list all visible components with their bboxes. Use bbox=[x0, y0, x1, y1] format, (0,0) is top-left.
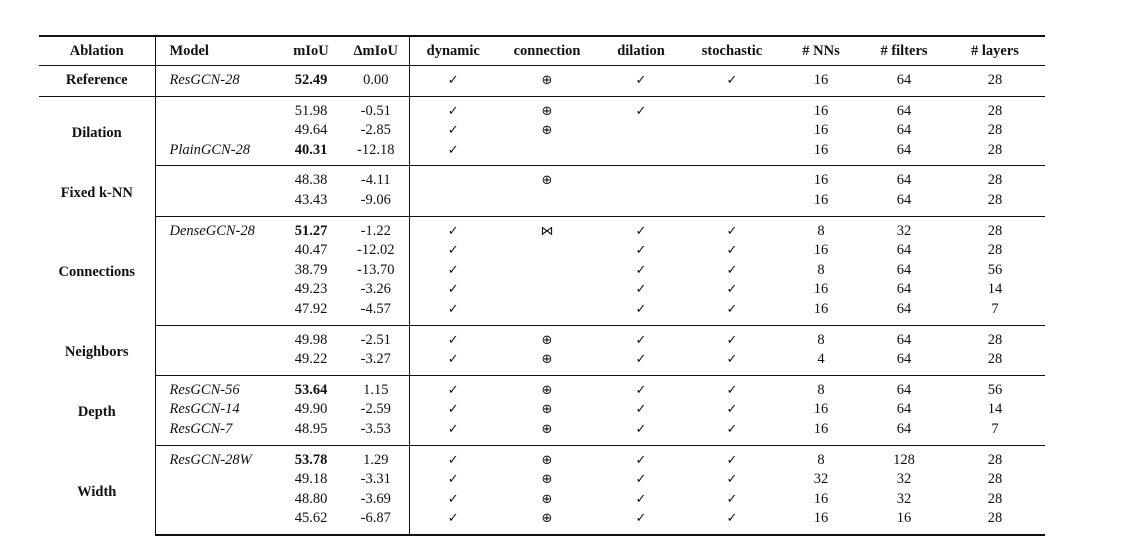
header-connection: connection bbox=[497, 36, 597, 66]
nns-cell: 16 bbox=[779, 509, 863, 535]
dilation-cell: ✓ bbox=[635, 243, 647, 259]
connection-cell: ⊕ bbox=[497, 66, 597, 97]
miou-cell: 49.23 bbox=[294, 281, 328, 298]
dynamic-cell: ✓ bbox=[447, 332, 459, 348]
dmiou-cell: -0.51 bbox=[343, 96, 409, 121]
dmiou-cell: -13.70 bbox=[343, 261, 409, 281]
header-dilation: dilation bbox=[597, 36, 685, 66]
model-cell bbox=[155, 300, 279, 325]
connection-cell: ⊕ bbox=[541, 472, 553, 488]
ablation-label: Width bbox=[39, 445, 155, 535]
miou-cell: 49.22 bbox=[279, 350, 343, 375]
table-row bbox=[39, 445, 1045, 470]
miou-cell: 48.38 bbox=[294, 172, 328, 189]
dynamic-cell: ✓ bbox=[409, 141, 497, 166]
model-cell: ResGCN-56 bbox=[169, 381, 240, 398]
connection-cell: ⊕ bbox=[541, 123, 553, 139]
filters-cell: 64 bbox=[863, 66, 945, 97]
table-row bbox=[39, 325, 1045, 350]
miou-cell: 49.98 bbox=[294, 331, 328, 348]
nns-cell: 8 bbox=[817, 381, 825, 398]
table-row bbox=[39, 121, 1045, 141]
table-row bbox=[39, 375, 1045, 400]
model-cell bbox=[155, 280, 279, 300]
dynamic-cell bbox=[409, 191, 497, 216]
model-cell bbox=[155, 96, 279, 121]
table-row bbox=[39, 216, 1045, 241]
stochastic-cell bbox=[685, 96, 779, 121]
model-cell bbox=[155, 325, 279, 350]
dilation-cell: ✓ bbox=[635, 332, 647, 348]
table-row bbox=[39, 350, 1045, 375]
nns-cell: 16 bbox=[779, 191, 863, 216]
layers-cell: 28 bbox=[945, 191, 1045, 216]
layers-cell: 7 bbox=[945, 420, 1045, 445]
connection-cell: ⊕ bbox=[541, 332, 553, 348]
stochastic-cell: ✓ bbox=[726, 223, 738, 239]
dilation-cell: ✓ bbox=[597, 509, 685, 535]
dynamic-cell: ✓ bbox=[447, 472, 459, 488]
dynamic-cell: ✓ bbox=[447, 123, 459, 139]
dynamic-cell bbox=[409, 166, 497, 191]
connection-cell: ⊕ bbox=[497, 509, 597, 535]
dmiou-cell: -4.57 bbox=[343, 300, 409, 325]
miou-cell: 47.92 bbox=[279, 300, 343, 325]
miou-cell: 43.43 bbox=[279, 191, 343, 216]
model-cell bbox=[155, 191, 279, 216]
ablation-table-container bbox=[39, 35, 1045, 536]
filters-cell: 64 bbox=[863, 350, 945, 375]
layers-cell: 28 bbox=[945, 66, 1045, 97]
miou-cell: 51.27 bbox=[294, 222, 328, 239]
miou-cell: 49.64 bbox=[294, 122, 328, 139]
layers-cell: 28 bbox=[987, 172, 1003, 189]
ablation-label: Connections bbox=[39, 216, 155, 325]
connection-cell: ⊕ bbox=[541, 452, 553, 468]
miou-cell: 52.49 bbox=[279, 66, 343, 97]
dilation-cell: ✓ bbox=[635, 472, 647, 488]
layers-cell: 56 bbox=[987, 381, 1003, 398]
miou-cell: 38.79 bbox=[294, 261, 328, 278]
dmiou-cell: 1.29 bbox=[343, 445, 409, 470]
filters-cell: 64 bbox=[863, 191, 945, 216]
nns-cell: 8 bbox=[817, 331, 825, 348]
nns-cell: 16 bbox=[813, 172, 829, 189]
dilation-cell: ✓ bbox=[635, 491, 647, 507]
model-cell bbox=[155, 490, 279, 510]
connection-cell bbox=[497, 241, 597, 261]
ablation-label: Fixed k-NN bbox=[39, 166, 155, 216]
dmiou-cell: -1.22 bbox=[343, 216, 409, 241]
dilation-cell: ✓ bbox=[635, 452, 647, 468]
header-row bbox=[39, 36, 1045, 66]
stochastic-cell: ✓ bbox=[726, 382, 738, 398]
connection-cell bbox=[497, 300, 597, 325]
dilation-cell: ✓ bbox=[597, 66, 685, 97]
model-cell: ResGCN-28 bbox=[155, 66, 279, 97]
dynamic-cell: ✓ bbox=[447, 243, 459, 259]
nns-cell: 16 bbox=[813, 102, 829, 119]
ablation-label: Neighbors bbox=[39, 325, 155, 375]
table-row bbox=[39, 420, 1045, 445]
nns-cell: 16 bbox=[813, 242, 829, 259]
connection-cell: ⊕ bbox=[541, 402, 553, 418]
connection-cell: ⋈ bbox=[540, 223, 554, 239]
stochastic-cell: ✓ bbox=[685, 420, 779, 445]
ablation-table bbox=[39, 35, 1045, 536]
dynamic-cell: ✓ bbox=[447, 282, 459, 298]
header-miou: mIoU bbox=[279, 36, 343, 66]
filters-cell: 64 bbox=[863, 141, 945, 166]
model-cell bbox=[155, 241, 279, 261]
dmiou-cell: -3.69 bbox=[343, 490, 409, 510]
table-row bbox=[39, 66, 1045, 97]
header-delta-miou: ΔmIoU bbox=[343, 36, 409, 66]
dilation-cell: ✓ bbox=[635, 282, 647, 298]
connection-cell: ⊕ bbox=[541, 173, 553, 189]
stochastic-cell: ✓ bbox=[685, 300, 779, 325]
ablation-label: Depth bbox=[39, 375, 155, 445]
dynamic-cell: ✓ bbox=[409, 300, 497, 325]
connection-cell bbox=[497, 280, 597, 300]
nns-cell: 16 bbox=[813, 122, 829, 139]
header-stochastic: stochastic bbox=[685, 36, 779, 66]
layers-cell: 28 bbox=[987, 471, 1003, 488]
stochastic-cell: ✓ bbox=[726, 262, 738, 278]
dilation-cell: ✓ bbox=[635, 103, 647, 119]
table-row bbox=[39, 280, 1045, 300]
filters-cell: 64 bbox=[863, 420, 945, 445]
dynamic-cell: ✓ bbox=[447, 223, 459, 239]
nns-cell: 32 bbox=[813, 471, 829, 488]
dmiou-cell: -6.87 bbox=[343, 509, 409, 535]
layers-cell: 28 bbox=[987, 242, 1003, 259]
dmiou-cell: 1.15 bbox=[343, 375, 409, 400]
dmiou-cell: -2.85 bbox=[343, 121, 409, 141]
dmiou-cell: -2.59 bbox=[343, 400, 409, 420]
nns-cell: 8 bbox=[817, 451, 825, 468]
header-nns: # NNs bbox=[779, 36, 863, 66]
stochastic-cell: ✓ bbox=[726, 332, 738, 348]
ablation-label: Dilation bbox=[39, 96, 155, 166]
layers-cell: 14 bbox=[987, 401, 1003, 418]
dmiou-cell: -9.06 bbox=[343, 191, 409, 216]
model-cell bbox=[155, 470, 279, 490]
dilation-cell bbox=[597, 141, 685, 166]
dynamic-cell: ✓ bbox=[447, 103, 459, 119]
model-cell: PlainGCN-28 bbox=[155, 141, 279, 166]
dmiou-cell: -3.31 bbox=[343, 470, 409, 490]
model-cell bbox=[155, 166, 279, 191]
miou-cell: 48.95 bbox=[279, 420, 343, 445]
dmiou-cell: -2.51 bbox=[343, 325, 409, 350]
miou-cell: 40.31 bbox=[279, 141, 343, 166]
model-cell: DenseGCN-28 bbox=[169, 222, 255, 239]
connection-cell bbox=[497, 261, 597, 281]
miou-cell: 48.80 bbox=[294, 490, 328, 507]
layers-cell: 28 bbox=[987, 451, 1003, 468]
nns-cell: 16 bbox=[779, 420, 863, 445]
miou-cell: 53.78 bbox=[294, 451, 328, 468]
filters-cell: 32 bbox=[896, 222, 912, 239]
stochastic-cell: ✓ bbox=[726, 243, 738, 259]
dmiou-cell: -3.53 bbox=[343, 420, 409, 445]
dmiou-cell: -3.27 bbox=[343, 350, 409, 375]
model-cell bbox=[155, 350, 279, 375]
model-cell bbox=[155, 261, 279, 281]
table-row bbox=[39, 300, 1045, 325]
stochastic-cell: ✓ bbox=[726, 282, 738, 298]
filters-cell: 64 bbox=[896, 261, 912, 278]
connection-cell: ⊕ bbox=[541, 103, 553, 119]
nns-cell: 8 bbox=[817, 222, 825, 239]
table-header bbox=[39, 36, 1045, 66]
layers-cell: 28 bbox=[987, 490, 1003, 507]
table-row bbox=[39, 470, 1045, 490]
filters-cell: 64 bbox=[896, 242, 912, 259]
miou-cell: 49.90 bbox=[294, 401, 328, 418]
dilation-cell: ✓ bbox=[635, 382, 647, 398]
miou-cell: 51.98 bbox=[294, 102, 328, 119]
nns-cell: 16 bbox=[813, 281, 829, 298]
nns-cell: 16 bbox=[813, 490, 829, 507]
layers-cell: 28 bbox=[945, 350, 1045, 375]
dynamic-cell: ✓ bbox=[447, 382, 459, 398]
filters-cell: 32 bbox=[896, 490, 912, 507]
nns-cell: 16 bbox=[779, 141, 863, 166]
dynamic-cell: ✓ bbox=[409, 66, 497, 97]
dmiou-cell: -12.02 bbox=[343, 241, 409, 261]
miou-cell: 40.47 bbox=[294, 242, 328, 259]
stochastic-cell: ✓ bbox=[726, 472, 738, 488]
nns-cell: 16 bbox=[779, 66, 863, 97]
table-row bbox=[39, 96, 1045, 121]
connection-cell: ⊕ bbox=[497, 350, 597, 375]
table-row bbox=[39, 141, 1045, 166]
table-body bbox=[39, 66, 1045, 535]
dilation-cell bbox=[597, 191, 685, 216]
header-dynamic: dynamic bbox=[409, 36, 497, 66]
model-cell: ResGCN-14 bbox=[169, 401, 240, 418]
connection-cell: ⊕ bbox=[497, 420, 597, 445]
dilation-cell: ✓ bbox=[635, 223, 647, 239]
nns-cell: 16 bbox=[779, 300, 863, 325]
stochastic-cell: ✓ bbox=[685, 66, 779, 97]
header-ablation: Ablation bbox=[39, 36, 155, 66]
table-row bbox=[39, 191, 1045, 216]
connection-cell bbox=[497, 141, 597, 166]
dilation-cell: ✓ bbox=[635, 402, 647, 418]
connection-cell: ⊕ bbox=[541, 491, 553, 507]
layers-cell: 28 bbox=[987, 331, 1003, 348]
table-row bbox=[39, 261, 1045, 281]
filters-cell: 64 bbox=[896, 122, 912, 139]
connection-cell bbox=[497, 191, 597, 216]
stochastic-cell: ✓ bbox=[685, 509, 779, 535]
layers-cell: 7 bbox=[945, 300, 1045, 325]
filters-cell: 64 bbox=[896, 381, 912, 398]
header-model: Model bbox=[155, 36, 279, 66]
stochastic-cell bbox=[685, 191, 779, 216]
dmiou-cell: 0.00 bbox=[343, 66, 409, 97]
nns-cell: 8 bbox=[817, 261, 825, 278]
filters-cell: 64 bbox=[896, 331, 912, 348]
table-row bbox=[39, 166, 1045, 191]
ablation-label: Reference bbox=[39, 66, 155, 97]
filters-cell: 64 bbox=[896, 281, 912, 298]
model-cell bbox=[155, 509, 279, 535]
layers-cell: 56 bbox=[987, 261, 1003, 278]
miou-cell: 49.18 bbox=[294, 471, 328, 488]
dilation-cell: ✓ bbox=[635, 262, 647, 278]
layers-cell: 28 bbox=[987, 122, 1003, 139]
connection-cell: ⊕ bbox=[541, 382, 553, 398]
stochastic-cell: ✓ bbox=[726, 491, 738, 507]
stochastic-cell bbox=[685, 141, 779, 166]
dynamic-cell: ✓ bbox=[447, 452, 459, 468]
model-cell: ResGCN-28W bbox=[169, 451, 252, 468]
stochastic-cell bbox=[685, 166, 779, 191]
dynamic-cell: ✓ bbox=[409, 509, 497, 535]
dmiou-cell: -12.18 bbox=[343, 141, 409, 166]
dilation-cell: ✓ bbox=[597, 420, 685, 445]
filters-cell: 64 bbox=[863, 300, 945, 325]
stochastic-cell: ✓ bbox=[726, 452, 738, 468]
dynamic-cell: ✓ bbox=[409, 350, 497, 375]
model-cell bbox=[155, 121, 279, 141]
layers-cell: 28 bbox=[945, 141, 1045, 166]
dilation-cell bbox=[597, 166, 685, 191]
dmiou-cell: -3.26 bbox=[343, 280, 409, 300]
header-filters: # filters bbox=[863, 36, 945, 66]
nns-cell: 4 bbox=[779, 350, 863, 375]
miou-cell: 45.62 bbox=[279, 509, 343, 535]
miou-cell: 53.64 bbox=[294, 381, 328, 398]
dynamic-cell: ✓ bbox=[447, 491, 459, 507]
filters-cell: 64 bbox=[896, 401, 912, 418]
table-row bbox=[39, 400, 1045, 420]
header-layers: # layers bbox=[945, 36, 1045, 66]
layers-cell: 14 bbox=[987, 281, 1003, 298]
layers-cell: 28 bbox=[987, 102, 1003, 119]
filters-cell: 64 bbox=[896, 172, 912, 189]
table-row bbox=[39, 509, 1045, 535]
dilation-cell bbox=[597, 121, 685, 141]
nns-cell: 16 bbox=[813, 401, 829, 418]
table-row bbox=[39, 490, 1045, 510]
model-cell: ResGCN-7 bbox=[155, 420, 279, 445]
layers-cell: 28 bbox=[987, 222, 1003, 239]
stochastic-cell: ✓ bbox=[726, 402, 738, 418]
dilation-cell: ✓ bbox=[597, 350, 685, 375]
stochastic-cell bbox=[685, 121, 779, 141]
table-row bbox=[39, 241, 1045, 261]
layers-cell: 28 bbox=[945, 509, 1045, 535]
filters-cell: 32 bbox=[896, 471, 912, 488]
filters-cell: 64 bbox=[896, 102, 912, 119]
dynamic-cell: ✓ bbox=[447, 402, 459, 418]
filters-cell: 128 bbox=[893, 451, 915, 468]
dilation-cell: ✓ bbox=[597, 300, 685, 325]
filters-cell: 16 bbox=[863, 509, 945, 535]
dynamic-cell: ✓ bbox=[409, 420, 497, 445]
stochastic-cell: ✓ bbox=[685, 350, 779, 375]
dmiou-cell: -4.11 bbox=[343, 166, 409, 191]
dynamic-cell: ✓ bbox=[447, 262, 459, 278]
